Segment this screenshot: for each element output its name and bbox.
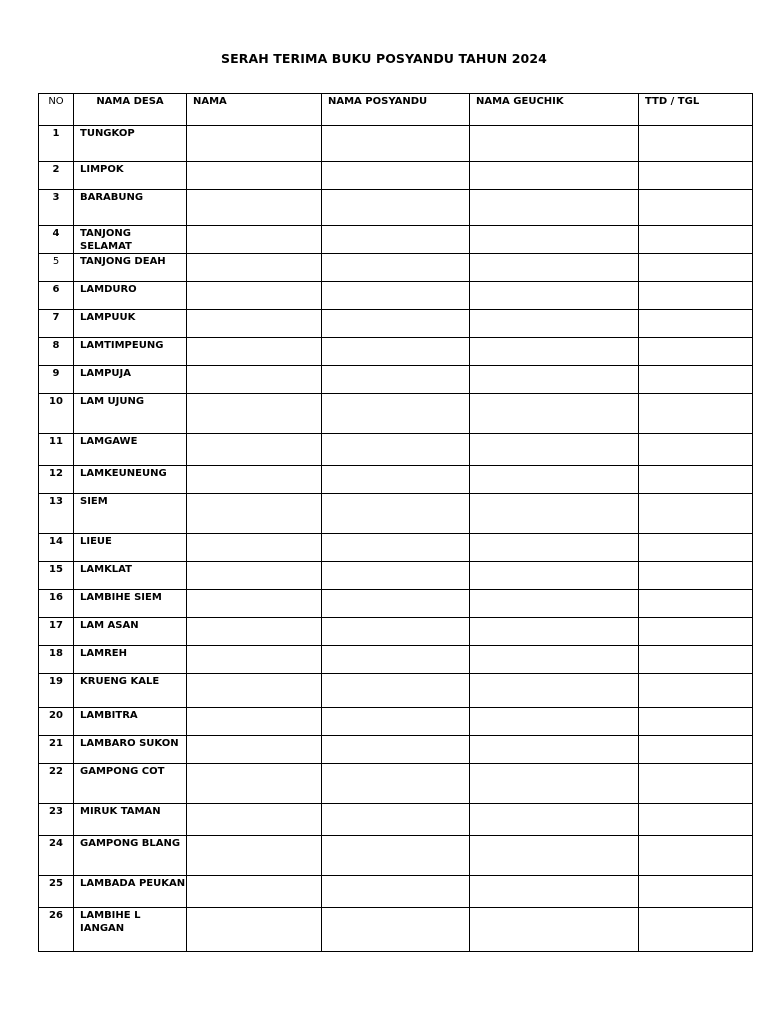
- header-ttd-tgl: TTD / TGL: [639, 94, 753, 126]
- ttd-cell: [639, 804, 753, 836]
- ttd-cell: [639, 394, 753, 434]
- row-number: 20: [39, 708, 74, 736]
- posyandu-cell: [322, 338, 470, 366]
- ttd-cell: [639, 434, 753, 466]
- table-row: [39, 494, 753, 534]
- geuchik-cell: [470, 466, 639, 494]
- header-nama-desa: NAMA DESA: [74, 94, 187, 126]
- posyandu-cell: [322, 366, 470, 394]
- row-number: 17: [39, 618, 74, 646]
- table-row: [39, 338, 753, 366]
- posyandu-cell: [322, 618, 470, 646]
- nama-cell: [187, 282, 322, 310]
- nama-cell: [187, 646, 322, 674]
- geuchik-cell: [470, 394, 639, 434]
- village-name: LAMBADA PEUKAN: [74, 876, 187, 908]
- nama-cell: [187, 466, 322, 494]
- geuchik-cell: [470, 366, 639, 394]
- nama-cell: [187, 494, 322, 534]
- row-number: 14: [39, 534, 74, 562]
- table-row: [39, 674, 753, 708]
- village-name: SIEM: [74, 494, 187, 534]
- table-row: [39, 434, 753, 466]
- village-name: LAMBIHE L IANGAN: [74, 908, 187, 952]
- handover-table: [38, 93, 753, 952]
- table-row: [39, 366, 753, 394]
- row-number: 10: [39, 394, 74, 434]
- table-row: [39, 394, 753, 434]
- ttd-cell: [639, 366, 753, 394]
- village-name: LAMREH: [74, 646, 187, 674]
- geuchik-cell: [470, 618, 639, 646]
- ttd-cell: [639, 876, 753, 908]
- table-row: [39, 876, 753, 908]
- table-row: [39, 466, 753, 494]
- table-row: [39, 254, 753, 282]
- ttd-cell: [639, 282, 753, 310]
- table-row: [39, 126, 753, 162]
- ttd-cell: [639, 764, 753, 804]
- row-number: 5: [39, 254, 74, 282]
- geuchik-cell: [470, 126, 639, 162]
- row-number: 23: [39, 804, 74, 836]
- row-number: 18: [39, 646, 74, 674]
- village-name: GAMPONG COT: [74, 764, 187, 804]
- posyandu-cell: [322, 562, 470, 590]
- ttd-cell: [639, 562, 753, 590]
- posyandu-cell: [322, 226, 470, 254]
- geuchik-cell: [470, 282, 639, 310]
- ttd-cell: [639, 708, 753, 736]
- posyandu-cell: [322, 434, 470, 466]
- geuchik-cell: [470, 908, 639, 952]
- row-number: 16: [39, 590, 74, 618]
- table-row: [39, 836, 753, 876]
- village-name: LAMDURO: [74, 282, 187, 310]
- table-row: [39, 162, 753, 190]
- village-name: LAMBIHE SIEM: [74, 590, 187, 618]
- geuchik-cell: [470, 338, 639, 366]
- geuchik-cell: [470, 190, 639, 226]
- row-number: 12: [39, 466, 74, 494]
- ttd-cell: [639, 590, 753, 618]
- table-row: [39, 282, 753, 310]
- geuchik-cell: [470, 708, 639, 736]
- row-number: 4: [39, 226, 74, 254]
- table-row: [39, 618, 753, 646]
- nama-cell: [187, 618, 322, 646]
- row-number: 24: [39, 836, 74, 876]
- ttd-cell: [639, 836, 753, 876]
- table-row: [39, 804, 753, 836]
- nama-cell: [187, 764, 322, 804]
- geuchik-cell: [470, 736, 639, 764]
- nama-cell: [187, 736, 322, 764]
- table-row: [39, 226, 753, 254]
- nama-cell: [187, 674, 322, 708]
- ttd-cell: [639, 310, 753, 338]
- ttd-cell: [639, 534, 753, 562]
- village-name: TUNGKOP: [74, 126, 187, 162]
- village-name: LAMBARO SUKON: [74, 736, 187, 764]
- posyandu-cell: [322, 254, 470, 282]
- table-row: [39, 764, 753, 804]
- village-name: BARABUNG: [74, 190, 187, 226]
- geuchik-cell: [470, 226, 639, 254]
- village-name: LIMPOK: [74, 162, 187, 190]
- row-number: 7: [39, 310, 74, 338]
- ttd-cell: [639, 908, 753, 952]
- posyandu-cell: [322, 736, 470, 764]
- posyandu-cell: [322, 126, 470, 162]
- posyandu-cell: [322, 282, 470, 310]
- header-no: NO: [39, 94, 74, 126]
- ttd-cell: [639, 466, 753, 494]
- village-name: GAMPONG BLANG: [74, 836, 187, 876]
- row-number: 9: [39, 366, 74, 394]
- posyandu-cell: [322, 394, 470, 434]
- nama-cell: [187, 254, 322, 282]
- row-number: 13: [39, 494, 74, 534]
- ttd-cell: [639, 162, 753, 190]
- geuchik-cell: [470, 534, 639, 562]
- header-nama: NAMA: [187, 94, 322, 126]
- nama-cell: [187, 876, 322, 908]
- nama-cell: [187, 708, 322, 736]
- row-number: 26: [39, 908, 74, 952]
- posyandu-cell: [322, 310, 470, 338]
- row-number: 11: [39, 434, 74, 466]
- posyandu-cell: [322, 708, 470, 736]
- ttd-cell: [639, 338, 753, 366]
- table-row: [39, 190, 753, 226]
- village-name: LAMKLAT: [74, 562, 187, 590]
- geuchik-cell: [470, 254, 639, 282]
- ttd-cell: [639, 190, 753, 226]
- village-name: LAMPUJA: [74, 366, 187, 394]
- posyandu-cell: [322, 674, 470, 708]
- nama-cell: [187, 562, 322, 590]
- geuchik-cell: [470, 434, 639, 466]
- posyandu-cell: [322, 590, 470, 618]
- geuchik-cell: [470, 310, 639, 338]
- posyandu-cell: [322, 466, 470, 494]
- village-name: KRUENG KALE: [74, 674, 187, 708]
- village-name: LAM UJUNG: [74, 394, 187, 434]
- row-number: 22: [39, 764, 74, 804]
- row-number: 25: [39, 876, 74, 908]
- header-nama-posyandu: NAMA POSYANDU: [322, 94, 470, 126]
- nama-cell: [187, 366, 322, 394]
- posyandu-cell: [322, 646, 470, 674]
- village-name: LAMPUUK: [74, 310, 187, 338]
- table-row: [39, 562, 753, 590]
- ttd-cell: [639, 494, 753, 534]
- row-number: 19: [39, 674, 74, 708]
- nama-cell: [187, 534, 322, 562]
- geuchik-cell: [470, 876, 639, 908]
- nama-cell: [187, 804, 322, 836]
- table-row: [39, 708, 753, 736]
- row-number: 1: [39, 126, 74, 162]
- nama-cell: [187, 908, 322, 952]
- posyandu-cell: [322, 162, 470, 190]
- nama-cell: [187, 310, 322, 338]
- geuchik-cell: [470, 494, 639, 534]
- header-row: [39, 94, 753, 126]
- nama-cell: [187, 162, 322, 190]
- village-name: LAM ASAN: [74, 618, 187, 646]
- village-name: LAMGAWE: [74, 434, 187, 466]
- row-number: 6: [39, 282, 74, 310]
- ttd-cell: [639, 646, 753, 674]
- nama-cell: [187, 836, 322, 876]
- ttd-cell: [639, 226, 753, 254]
- geuchik-cell: [470, 162, 639, 190]
- posyandu-cell: [322, 190, 470, 226]
- geuchik-cell: [470, 562, 639, 590]
- geuchik-cell: [470, 764, 639, 804]
- header-nama-geuchik: NAMA GEUCHIK: [470, 94, 639, 126]
- row-number: 15: [39, 562, 74, 590]
- village-name: LAMKEUNEUNG: [74, 466, 187, 494]
- village-name: LAMTIMPEUNG: [74, 338, 187, 366]
- geuchik-cell: [470, 646, 639, 674]
- posyandu-cell: [322, 534, 470, 562]
- row-number: 3: [39, 190, 74, 226]
- posyandu-cell: [322, 804, 470, 836]
- table-row: [39, 646, 753, 674]
- ttd-cell: [639, 126, 753, 162]
- posyandu-cell: [322, 494, 470, 534]
- row-number: 8: [39, 338, 74, 366]
- nama-cell: [187, 190, 322, 226]
- table-row: [39, 310, 753, 338]
- table-row: [39, 534, 753, 562]
- posyandu-cell: [322, 876, 470, 908]
- geuchik-cell: [470, 804, 639, 836]
- posyandu-cell: [322, 908, 470, 952]
- village-name: TANJONG SELAMAT: [74, 226, 187, 254]
- village-name: TANJONG DEAH: [74, 254, 187, 282]
- posyandu-cell: [322, 836, 470, 876]
- ttd-cell: [639, 254, 753, 282]
- row-number: 21: [39, 736, 74, 764]
- posyandu-cell: [322, 764, 470, 804]
- nama-cell: [187, 590, 322, 618]
- geuchik-cell: [470, 590, 639, 618]
- nama-cell: [187, 126, 322, 162]
- village-name: MIRUK TAMAN: [74, 804, 187, 836]
- nama-cell: [187, 434, 322, 466]
- table-row: [39, 590, 753, 618]
- geuchik-cell: [470, 674, 639, 708]
- ttd-cell: [639, 674, 753, 708]
- nama-cell: [187, 226, 322, 254]
- page-title: SERAH TERIMA BUKU POSYANDU TAHUN 2024: [221, 51, 547, 66]
- table-row: [39, 908, 753, 952]
- ttd-cell: [639, 618, 753, 646]
- table-row: [39, 736, 753, 764]
- row-number: 2: [39, 162, 74, 190]
- village-name: LAMBITRA: [74, 708, 187, 736]
- nama-cell: [187, 338, 322, 366]
- nama-cell: [187, 394, 322, 434]
- ttd-cell: [639, 736, 753, 764]
- geuchik-cell: [470, 836, 639, 876]
- village-name: LIEUE: [74, 534, 187, 562]
